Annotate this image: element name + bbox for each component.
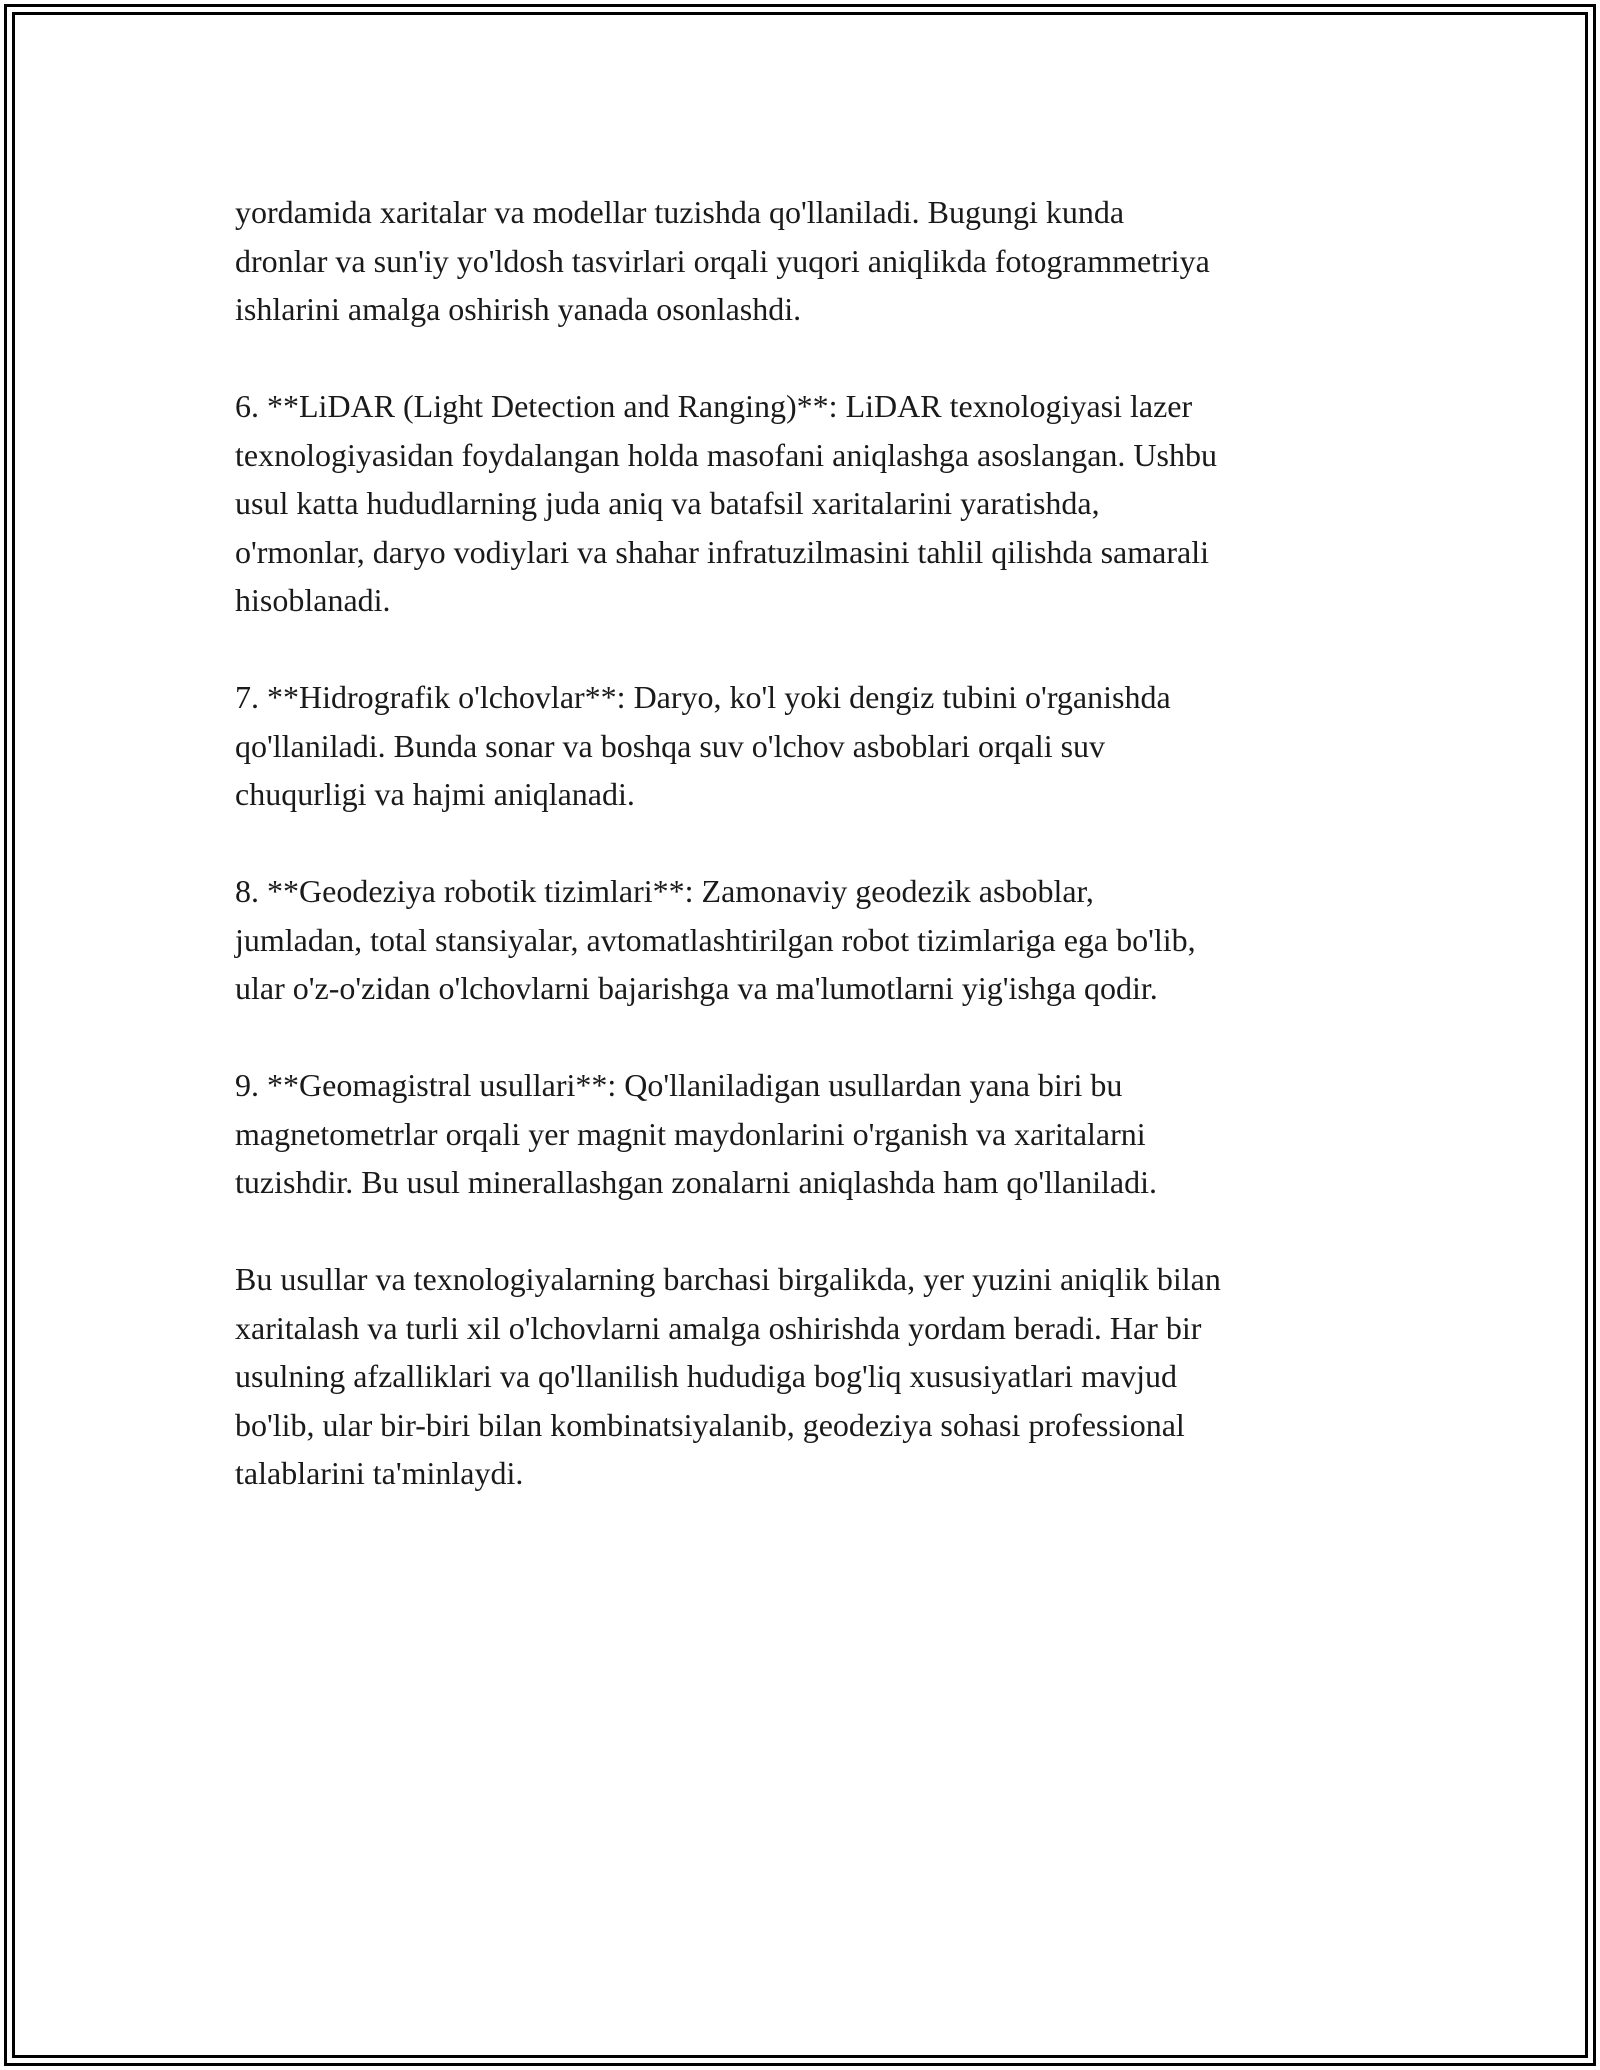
paragraph-lidar: 6. **LiDAR (Light Detection and Ranging)**: LiDAR texnologiyasi lazer texnologiyasidan foydalangan holda masofani aniqlashga asoslangan. Ushbu usul katta hududlarning juda aniq va batafsil xaritalarini yaratishda, o'rmonlar, daryo vodiylari va shahar infratuzilmasini tahlil qilishda samarali hisoblanadi. xyxy=(235,388,1217,618)
paragraph-robotic-systems: 8. **Geodeziya robotik tizimlari**: Zamonaviy geodezik asboblar, jumladan, total stansiyalar, avtomatlashtirilgan robot tizimlariga ega bo'lib, ular o'z-o'zidan o'lchovlarni bajarishga va ma'lumotlarni yig'ishga qodir. xyxy=(235,873,1196,1006)
paragraph-photogrammetry-continued: yordamida xaritalar va modellar tuzishda qo'llaniladi. Bugungi kunda dronlar va sun'iy yo'ldosh tasvirlari orqali yuqori aniqlikda fotogrammetriya ishlarini amalga oshirish yanada osonlashdi. xyxy=(235,194,1210,327)
document-body xyxy=(235,188,1375,1546)
paragraph-conclusion: Bu usullar va texnologiyalarning barchasi birgalikda, yer yuzini aniqlik bilan xaritalash va turli xil o'lchovlarni amalga oshirishda yordam beradi. Har bir usulning afzalliklari va qo'llanilish hududiga bog'liq xususiyatlari mavjud bo'lib, ular bir-biri bilan kombinatsiyalanib, geodeziya sohasi professional talablarini ta'minlaydi. xyxy=(235,1261,1221,1491)
paragraph-hydrographic: 7. **Hidrografik o'lchovlar**: Daryo, ko'l yoki dengiz tubini o'rganishda qo'llaniladi. Bunda sonar va boshqa suv o'lchov asboblari orqali suv chuqurligi va hajmi aniqlanadi. xyxy=(235,679,1171,812)
paragraph-geomagnetic: 9. **Geomagistral usullari**: Qo'llaniladigan usullardan yana biri bu magnetometrlar orqali yer magnit maydonlarini o'rganish va xaritalarni tuzishdir. Bu usul minerallashgan zonalarni aniqlashda ham qo'llaniladi. xyxy=(235,1067,1157,1200)
